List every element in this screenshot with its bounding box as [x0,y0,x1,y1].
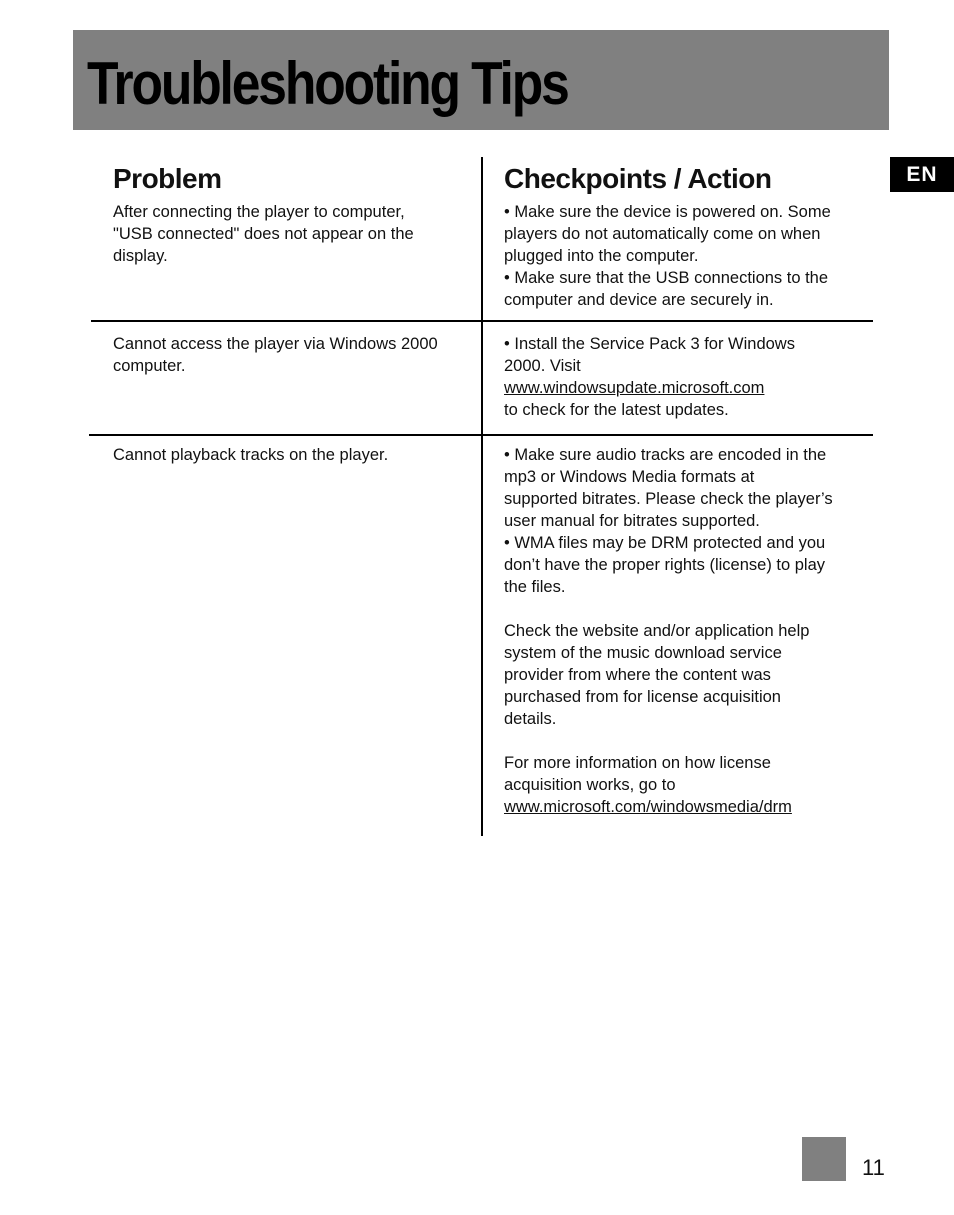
microsoft-drm-link[interactable]: www.microsoft.com/windowsmedia/drm [504,798,792,816]
action-line: players do not automatically come on when [504,225,821,243]
problem-line: computer. [113,357,186,375]
page-number: 11 [862,1155,885,1180]
action-line: don’t have the proper rights (license) to play [504,556,826,574]
action-line: purchased from for license acquisition [504,688,781,706]
problem-column-header: Problem [113,163,222,194]
action-line: plugged into the computer. [504,247,699,265]
action-line: mp3 or Windows Media formats at [504,468,755,486]
action-cell-3 [504,444,859,818]
action-line: • Install the Service Pack 3 for Windows [504,335,795,353]
action-line: acquisition works, go to [504,776,676,794]
action-cell-2 [504,333,859,421]
action-line: details. [504,710,557,728]
problem-cell-3 [113,444,463,466]
row-divider [89,434,873,436]
title-banner [73,30,889,130]
action-line: • WMA files may be DRM protected and you [504,534,826,552]
problem-line: Cannot access the player via Windows 2000 [113,335,438,353]
problem-line: Cannot playback tracks on the player. [113,446,389,464]
paragraph-gap [504,730,859,752]
action-line: Check the website and/or application help [504,622,810,640]
action-line: supported bitrates. Please check the player’s [504,490,833,508]
action-line: computer and device are securely in. [504,291,774,309]
action-line: user manual for bitrates supported. [504,512,760,530]
action-cell-1 [504,201,859,311]
action-line: to check for the latest updates. [504,401,729,419]
action-line: • Make sure the device is powered on. Some [504,203,831,221]
paragraph-gap [504,598,859,620]
problem-line: After connecting the player to computer, [113,203,405,221]
action-line: • Make sure that the USB connections to the [504,269,829,287]
action-column-header: Checkpoints / Action [504,163,772,194]
problem-line: "USB connected" does not appear on the [113,225,414,243]
problem-cell-2 [113,333,463,377]
row-divider [91,320,873,322]
column-divider [481,157,483,836]
action-line: • Make sure audio tracks are encoded in the [504,446,827,464]
action-line: provider from where the content was [504,666,771,684]
action-line: 2000. Visit [504,357,581,375]
problem-line: display. [113,247,168,265]
action-line: the files. [504,578,566,596]
problem-cell-1 [113,201,463,267]
action-line: For more information on how license [504,754,771,772]
page-title: Troubleshooting Tips [87,50,568,117]
action-line: system of the music download service [504,644,782,662]
page-number-tab [802,1137,846,1181]
windowsupdate-link[interactable]: www.windowsupdate.microsoft.com [504,379,765,397]
language-tab: EN [890,157,954,192]
